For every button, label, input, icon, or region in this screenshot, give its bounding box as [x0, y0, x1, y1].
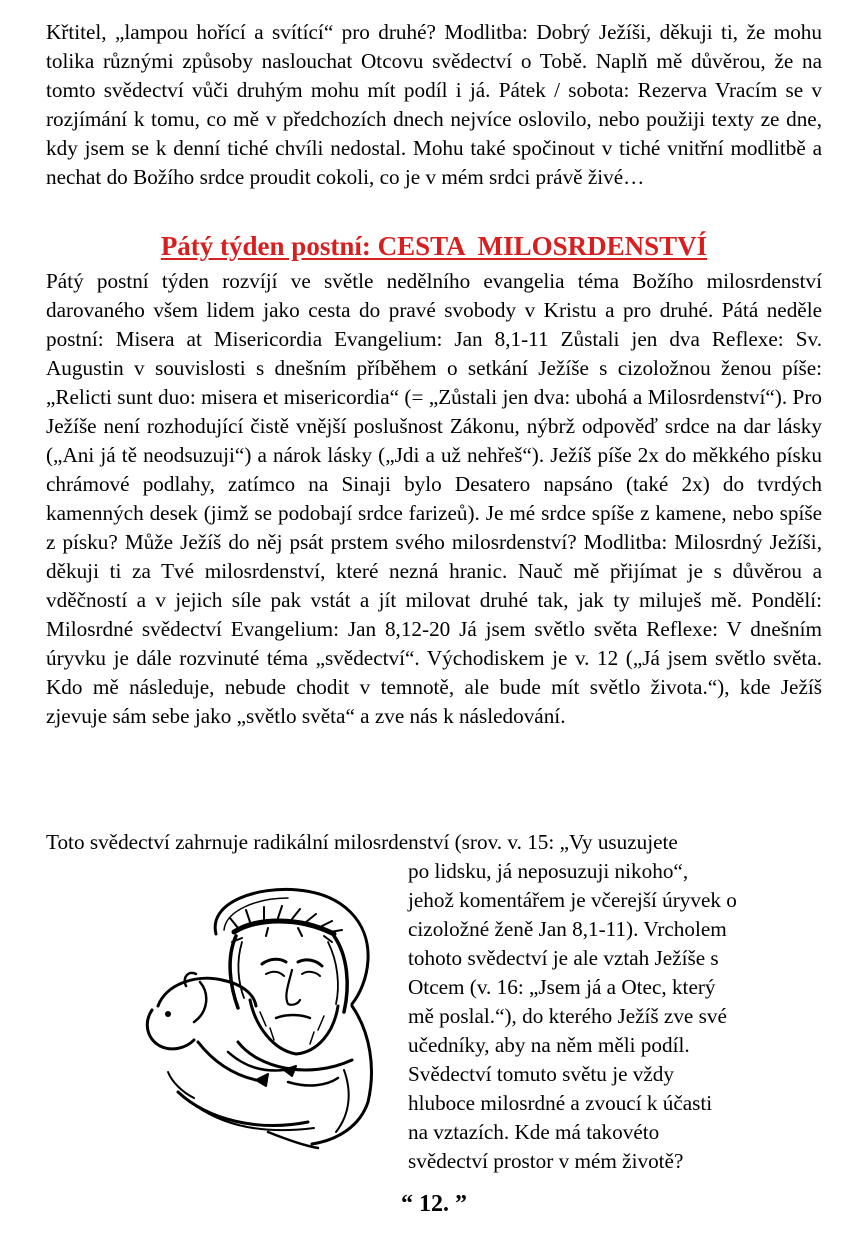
- wrap-column: [408, 857, 803, 1176]
- top-paragraph: Křtitel, „lampou hořící a svítící“ pro druhé? Modlitba: Dobrý Ježíši, děkuji ti, že mohu tolika různými způsoby naslouchat Otcovu svědectví o Tobě. Naplň mě důvěrou, že na tomto svědectví vůči druhým mohu mít podíl i já. Pátek / sobota: Rezerva Vracím se v rozjímání k tomu, co mě v předchozích dnech nejvíce oslovilo, nebo použiji texty ze dne, kdy jsem se k denní tiché chvíli nedostal. Mohu také spočinout v tiché vnitřní modlitbě a nechat do Božího srdce proudit cokoli, co je v mém srdci právě živé…: [46, 20, 822, 189]
- page-number: “ 12. ”: [401, 1191, 467, 1217]
- wrap-first-line: Toto svědectví zahrnuje radikální milosrdenství (srov. v. 15: „Vy usuzujete: [46, 830, 678, 854]
- wrap-line: po lidsku, já neposuzuji nikoho“,: [408, 859, 689, 883]
- wrap-line: cizoložné ženě Jan 8,1-11). Vrcholem: [408, 917, 727, 941]
- main-paragraph: Pátý postní týden rozvíjí ve světle nedělního evangelia téma Božího milosrdenství darovaného všem lidem jako cesta do pravé svobody v Kristu a pro druhé. Pátá neděle postní: Misera at Misericordia Evangelium: Jan 8,1-11 Zůstali jen dva Reflexe: Sv. Augustin v souvislosti s dnešním příběhem o setkání Ježíše s cizoložnou ženou píše: „Relicti sunt duo: misera et misericordia“ (= „Zůstali jen dva: ubohá a Milosrdenství“). Pro Ježíše není rozhodující čistě vnější poslušnost Zákonu, nýbrž odpověď srdce na dar lásky („Ani já tě neodsuzuji“) a nárok lásky („Jdi a už nehřeš“). Ježíš píše 2x do měkkého písku chrámové podlahy, zatímco na Sinaji bylo Desatero napsáno (také 2x) do tvrdých kamenných desek (jimž se podobají srdce farizeů). Je mé srdce spíše z kamene, nebo spíše z písku? Může Ježíš do něj psát prstem svého milosrdenství? Modlitba: Milosrdný Ježíši, děkuji ti za Tvé milosrdenství, které nezná hranic. Nauč mě přijímat je s důvěrou a vděčností a v jejich síle pak vstát a jít milovat druhé tak, jak ty miluješ mě. Pondělí: Milosrdné svědectví Evangelium: Jan 8,12-20 Já jsem světlo světa Reflexe: V dnešním úryvku je dále rozvinuté téma „svědectví“. Východiskem je v. 12 („Já jsem světlo světa. Kdo mě následuje, nebude chodit v temnotě, ale bude mít světlo života.“), kde Ježíš zjevuje sám sebe jako „světlo světa“ a zve nás k následování.: [46, 269, 822, 728]
- wrap-line: jehož komentářem je včerejší úryvek o: [408, 888, 737, 912]
- jesus-carrying-lamb-illustration: [138, 882, 392, 1150]
- wrap-line: tohoto svědectví je ale vztah Ježíše s: [408, 946, 719, 970]
- wrap-line: mě poslal.“), do kterého Ježíš zve své: [408, 1004, 727, 1028]
- wrapped-text-region: [0, 828, 859, 1188]
- wrap-line: učedníky, aby na něm měli podíl.: [408, 1033, 690, 1057]
- wrap-line: svědectví prostor v mém životě?: [408, 1149, 684, 1173]
- wrap-line: hluboce milosrdné a zvoucí k účasti: [408, 1091, 713, 1115]
- wrap-line: Otcem (v. 16: „Jsem já a Otec, který: [408, 975, 716, 999]
- wrap-line: na vztazích. Kde má takovéto: [408, 1120, 660, 1144]
- wrap-line: Svědectví tomuto světu je vždy: [408, 1062, 674, 1086]
- section-heading: Pátý týden postní: CESTA MILOSRDENSTVÍ: [160, 231, 708, 261]
